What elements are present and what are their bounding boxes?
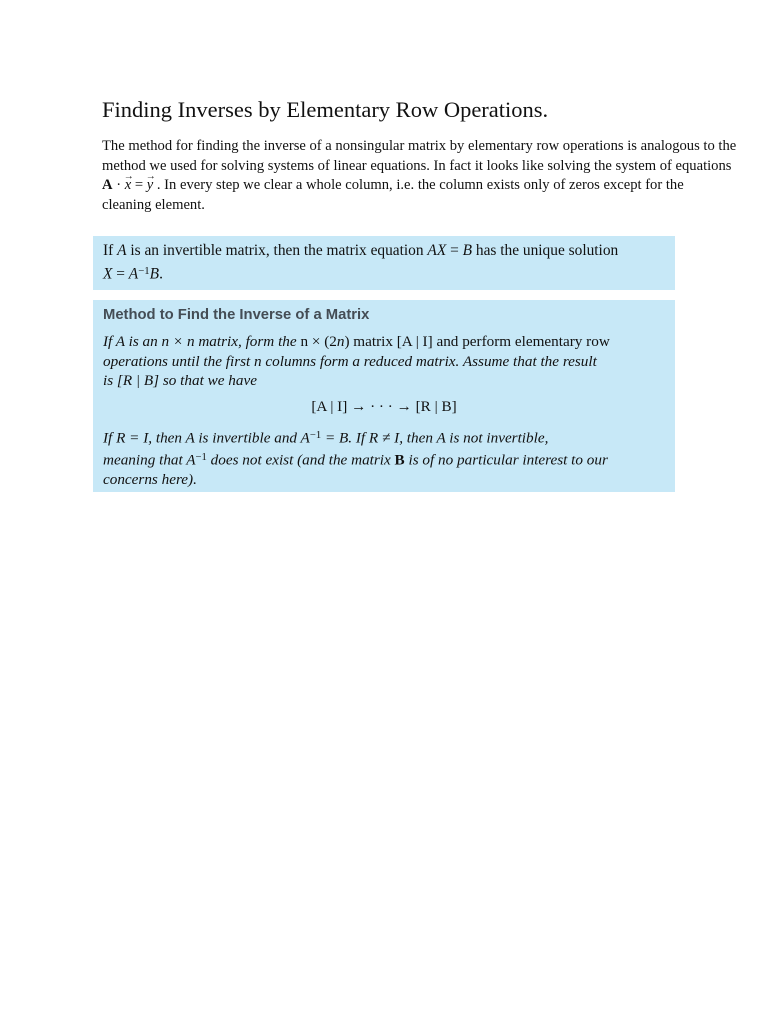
method-text-part: is of no particular interest to our xyxy=(404,451,608,469)
method-p2-line-3: concerns here). xyxy=(103,470,197,488)
theorem-text-part: . xyxy=(159,265,163,283)
method-p2-line-2 xyxy=(103,448,665,470)
vector-y: → y xyxy=(147,176,153,196)
page-title: Finding Inverses by Elementary Row Operations. xyxy=(102,97,549,122)
intro-line-3-text: . In every step we clear a whole column, i.e. the column exists only of zeros except for the xyxy=(153,177,684,193)
method-formula: [A | I] → · · · → [R | B] xyxy=(311,398,457,415)
theorem-symbol: AX xyxy=(427,242,447,259)
theorem-symbol: A xyxy=(128,265,139,283)
theorem-symbol: X xyxy=(103,265,113,283)
method-p1-line-2: operations until the first n columns form a reduced matrix. Assume that the result xyxy=(103,352,597,370)
theorem-symbol: B xyxy=(149,265,160,283)
intro-line-2: method we used for solving systems of linear equations. In fact it looks like solving the system of equations xyxy=(102,157,732,174)
theorem-text-part: = xyxy=(446,242,463,259)
method-paragraph-2 xyxy=(103,426,665,489)
theorem-text-part: = xyxy=(112,265,129,283)
method-text-part: ) matrix [A | I] and perform elementary row xyxy=(344,333,610,350)
theorem-symbol: A xyxy=(117,242,127,259)
intro-line-4: cleaning element. xyxy=(102,196,205,213)
method-text-part: meaning that A xyxy=(103,451,196,469)
method-box xyxy=(93,300,675,492)
method-symbol: n xyxy=(300,333,309,350)
method-heading: Method to Find the Inverse of a Matrix xyxy=(103,307,370,323)
method-paragraph-1 xyxy=(103,332,665,391)
theorem-symbol: B xyxy=(462,242,473,259)
method-p1-line-1 xyxy=(103,332,665,352)
vector-x: → x xyxy=(125,176,131,196)
matrix-symbol-a: A xyxy=(102,177,113,193)
method-text-part: × (2 xyxy=(308,333,337,350)
theorem-superscript: −1 xyxy=(138,265,150,277)
method-p2-line-1 xyxy=(103,426,665,448)
intro-paragraph xyxy=(102,137,762,215)
theorem-box xyxy=(93,236,675,290)
intro-line-3 xyxy=(102,176,762,196)
method-superscript: −1 xyxy=(309,430,322,441)
theorem-text-part: If xyxy=(103,242,118,259)
equals-operator: = xyxy=(131,177,147,193)
method-p1-line-3: is [R | B] so that we have xyxy=(103,372,257,390)
intro-line-1: The method for finding the inverse of a nonsingular matrix by elementary row operations is analogous to the xyxy=(102,138,737,154)
method-text-part: If R = I, then A is invertible and A xyxy=(103,429,310,447)
method-superscript: −1 xyxy=(195,451,207,463)
method-symbol: n xyxy=(336,333,345,350)
method-text-part: does not exist (and the matrix xyxy=(206,451,395,469)
method-bold-symbol: B xyxy=(394,451,405,469)
method-text-part: If A is an n × n matrix, form the xyxy=(103,333,301,350)
theorem-text-part: has the unique solution xyxy=(472,242,619,259)
dot-operator: · xyxy=(112,177,125,193)
theorem-text-part: is an invertible matrix, then the matrix equation xyxy=(126,242,428,259)
theorem-text xyxy=(103,240,618,284)
method-text-part: = B. If R ≠ I, then A is not invertible, xyxy=(321,429,549,447)
